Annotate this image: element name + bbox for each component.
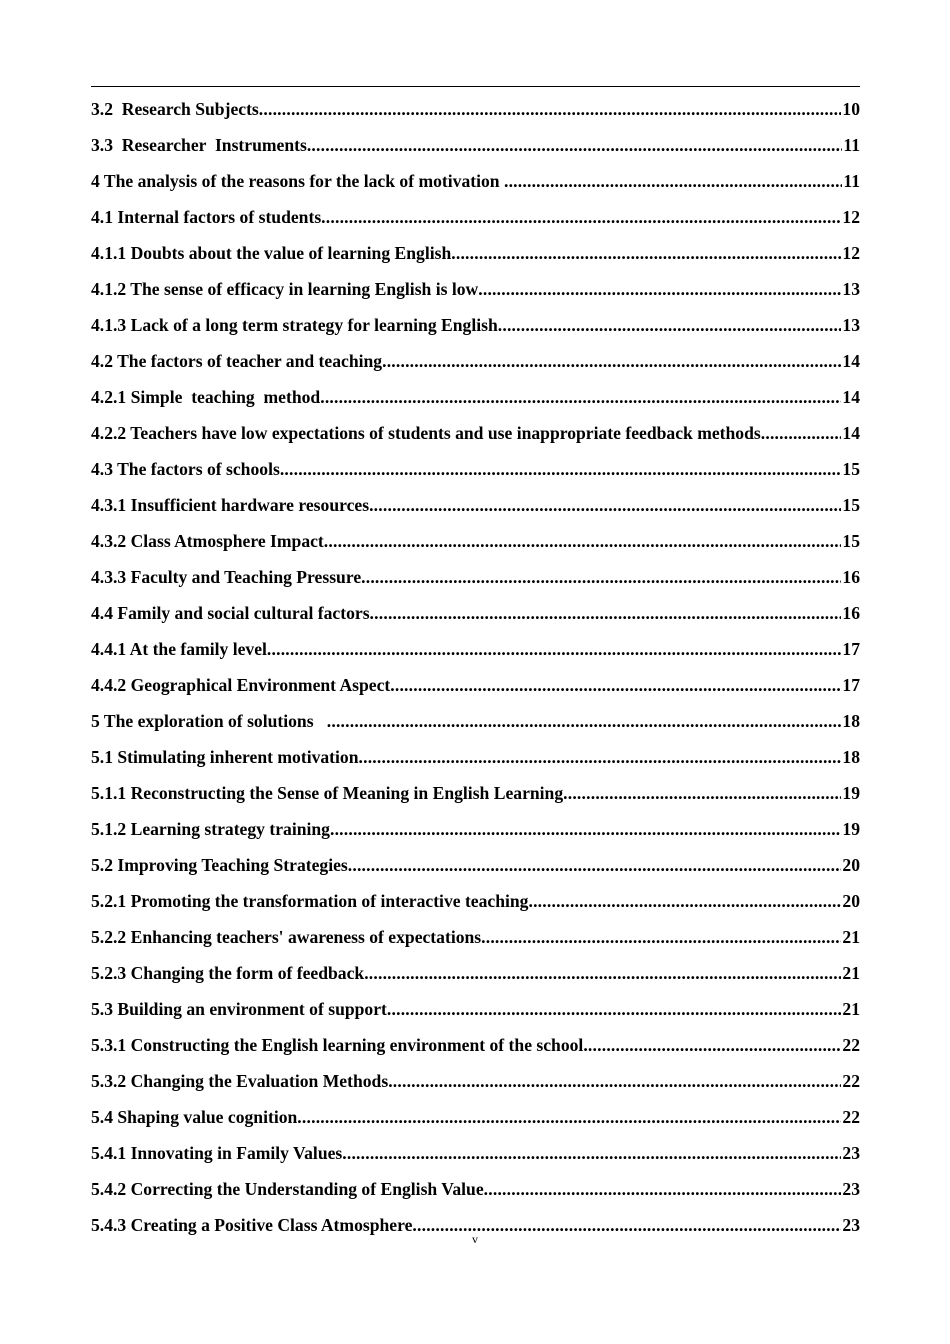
toc-entry-page: 10	[842, 99, 860, 120]
toc-entry[interactable]	[91, 668, 860, 704]
toc-entry[interactable]	[91, 596, 860, 632]
toc-entry-title: 4.1.3 Lack of a long term strategy for learning English	[91, 315, 498, 336]
toc-leader-dots	[361, 569, 841, 587]
toc-entry-page: 21	[842, 963, 860, 984]
toc-entry[interactable]	[91, 452, 860, 488]
toc-leader-dots	[307, 137, 843, 155]
toc-entry-title: 5.1.1 Reconstructing the Sense of Meaning in English Learning	[91, 783, 564, 804]
toc-entry-page: 22	[842, 1035, 860, 1056]
toc-entry[interactable]	[91, 848, 860, 884]
toc-entry-title: 4.3.3 Faculty and Teaching Pressure	[91, 567, 362, 588]
toc-entry-page: 11	[843, 171, 860, 192]
toc-leader-dots	[320, 389, 841, 407]
toc-leader-dots	[348, 857, 842, 875]
toc-entry-title: 5.2.2 Enhancing teachers' awareness of expectations	[91, 927, 482, 948]
toc-entry-page: 22	[842, 1071, 860, 1092]
toc-entry-title: 4.3.2 Class Atmosphere Impact	[91, 531, 324, 552]
toc-leader-dots	[528, 893, 841, 911]
toc-entry[interactable]	[91, 92, 860, 128]
toc-leader-dots	[484, 1181, 842, 1199]
page-number: v	[472, 1232, 478, 1246]
toc-entry[interactable]	[91, 740, 860, 776]
toc-entry-page: 19	[842, 783, 860, 804]
toc-entry[interactable]	[91, 1100, 860, 1136]
toc-leader-dots	[359, 749, 842, 767]
toc-entry-page: 18	[842, 747, 860, 768]
toc-leader-dots	[382, 353, 841, 371]
toc-entry-title: 5.3.2 Changing the Evaluation Methods	[91, 1071, 389, 1092]
toc-entry-page: 16	[842, 603, 860, 624]
toc-leader-dots	[267, 641, 842, 659]
toc-entry-title: 5.4.3 Creating a Positive Class Atmosphere	[91, 1215, 413, 1236]
toc-entry[interactable]	[91, 128, 860, 164]
toc-leader-dots	[280, 461, 842, 479]
toc-entry[interactable]	[91, 236, 860, 272]
toc-entry[interactable]	[91, 776, 860, 812]
toc-entry-page: 23	[842, 1215, 860, 1236]
toc-entry-page: 23	[842, 1179, 860, 1200]
toc-entry-title: 5.1 Stimulating inherent motivation	[91, 747, 359, 768]
toc-entry-title: 5.2.1 Promoting the transformation of interactive teaching	[91, 891, 529, 912]
toc-entry[interactable]	[91, 1064, 860, 1100]
toc-entry[interactable]	[91, 380, 860, 416]
toc-entry-page: 16	[842, 567, 860, 588]
toc-leader-dots	[364, 965, 841, 983]
toc-entry[interactable]	[91, 632, 860, 668]
toc-entry-title: 4.1.1 Doubts about the value of learning English	[91, 243, 452, 264]
toc-entry[interactable]	[91, 992, 860, 1028]
toc-entry[interactable]	[91, 308, 860, 344]
toc-entry[interactable]	[91, 524, 860, 560]
toc-leader-dots	[388, 1073, 841, 1091]
toc-entry-page: 14	[842, 351, 860, 372]
toc-leader-dots	[297, 1109, 841, 1127]
toc-entry-title: 4 The analysis of the reasons for the lack of motivation	[91, 171, 504, 192]
toc-entry-title: 3.2 Research Subjects	[91, 99, 259, 120]
toc-entry[interactable]	[91, 1172, 860, 1208]
toc-entry[interactable]	[91, 560, 860, 596]
toc-entry-page: 15	[842, 531, 860, 552]
toc-entry-page: 20	[842, 891, 860, 912]
toc-leader-dots	[259, 101, 842, 119]
toc-entry-page: 17	[842, 675, 860, 696]
toc-leader-dots	[390, 677, 841, 695]
toc-leader-dots	[498, 317, 842, 335]
toc-entry-title: 5.2 Improving Teaching Strategies	[91, 855, 348, 876]
toc-entry-title: 4.4.1 At the family level	[91, 639, 267, 660]
toc-entry[interactable]	[91, 164, 860, 200]
toc-entry-page: 19	[842, 819, 860, 840]
toc-entry-title: 4.3.1 Insufficient hardware resources	[91, 495, 370, 516]
toc-leader-dots	[370, 605, 842, 623]
toc-leader-dots	[321, 209, 841, 227]
toc-entry-page: 23	[842, 1143, 860, 1164]
toc-leader-dots	[451, 245, 841, 263]
toc-entry-page: 14	[842, 423, 860, 444]
toc-leader-dots	[504, 173, 842, 191]
toc-entry[interactable]	[91, 1028, 860, 1064]
toc-leader-dots	[324, 533, 842, 551]
toc-entry-title: 4.3 The factors of schools	[91, 459, 280, 480]
toc-leader-dots	[761, 425, 842, 443]
toc-entry-page: 12	[842, 243, 860, 264]
toc-leader-dots	[583, 1037, 841, 1055]
toc-entry[interactable]	[91, 812, 860, 848]
toc-entry-title: 5.4.1 Innovating in Family Values	[91, 1143, 343, 1164]
toc-entry-page: 17	[842, 639, 860, 660]
toc-entry-title: 4.2.1 Simple teaching method	[91, 387, 321, 408]
toc-entry-title: 4.2 The factors of teacher and teaching	[91, 351, 383, 372]
toc-entry-page: 21	[842, 927, 860, 948]
toc-leader-dots	[387, 1001, 842, 1019]
toc-entry-page: 13	[842, 279, 860, 300]
table-of-contents	[91, 92, 860, 1244]
toc-leader-dots	[369, 497, 841, 515]
toc-entry-title: 4.2.2 Teachers have low expectations of students and use inappropriate feedback methods	[91, 423, 761, 444]
toc-entry-title: 5 The exploration of solutions	[91, 711, 327, 732]
toc-entry[interactable]	[91, 884, 860, 920]
toc-entry-page: 18	[842, 711, 860, 732]
toc-entry-page: 11	[843, 135, 860, 156]
toc-leader-dots	[342, 1145, 841, 1163]
toc-entry-title: 4.4.2 Geographical Environment Aspect	[91, 675, 391, 696]
toc-entry-title: 3.3 Researcher Instruments	[91, 135, 307, 156]
toc-entry[interactable]	[91, 488, 860, 524]
toc-entry[interactable]	[91, 920, 860, 956]
toc-entry-page: 12	[842, 207, 860, 228]
toc-leader-dots	[481, 929, 841, 947]
toc-entry[interactable]	[91, 272, 860, 308]
toc-entry-title: 5.3.1 Constructing the English learning environment of the school	[91, 1035, 584, 1056]
toc-entry[interactable]	[91, 956, 860, 992]
toc-entry-title: 4.1 Internal factors of students	[91, 207, 322, 228]
toc-entry-title: 5.2.3 Changing the form of feedback	[91, 963, 365, 984]
toc-entry-page: 15	[842, 495, 860, 516]
toc-entry-page: 15	[842, 459, 860, 480]
toc-entry-title: 4.4 Family and social cultural factors	[91, 603, 370, 624]
toc-entry-title: 5.1.2 Learning strategy training	[91, 819, 330, 840]
header-rule	[91, 86, 860, 87]
toc-entry-page: 13	[842, 315, 860, 336]
toc-entry-title: 4.1.2 The sense of efficacy in learning English is low	[91, 279, 479, 300]
toc-leader-dots	[478, 281, 841, 299]
toc-leader-dots	[330, 821, 841, 839]
toc-entry[interactable]	[91, 200, 860, 236]
toc-entry[interactable]	[91, 344, 860, 380]
toc-entry[interactable]	[91, 704, 860, 740]
toc-entry-page: 22	[842, 1107, 860, 1128]
toc-entry-page: 20	[842, 855, 860, 876]
toc-entry-title: 5.3 Building an environment of support	[91, 999, 387, 1020]
toc-leader-dots	[327, 713, 842, 731]
toc-entry[interactable]	[91, 416, 860, 452]
toc-entry-page: 21	[842, 999, 860, 1020]
toc-leader-dots	[563, 785, 841, 803]
toc-entry-title: 5.4.2 Correcting the Understanding of English Value	[91, 1179, 484, 1200]
toc-entry[interactable]	[91, 1136, 860, 1172]
toc-entry-page: 14	[842, 387, 860, 408]
toc-entry-title: 5.4 Shaping value cognition	[91, 1107, 298, 1128]
